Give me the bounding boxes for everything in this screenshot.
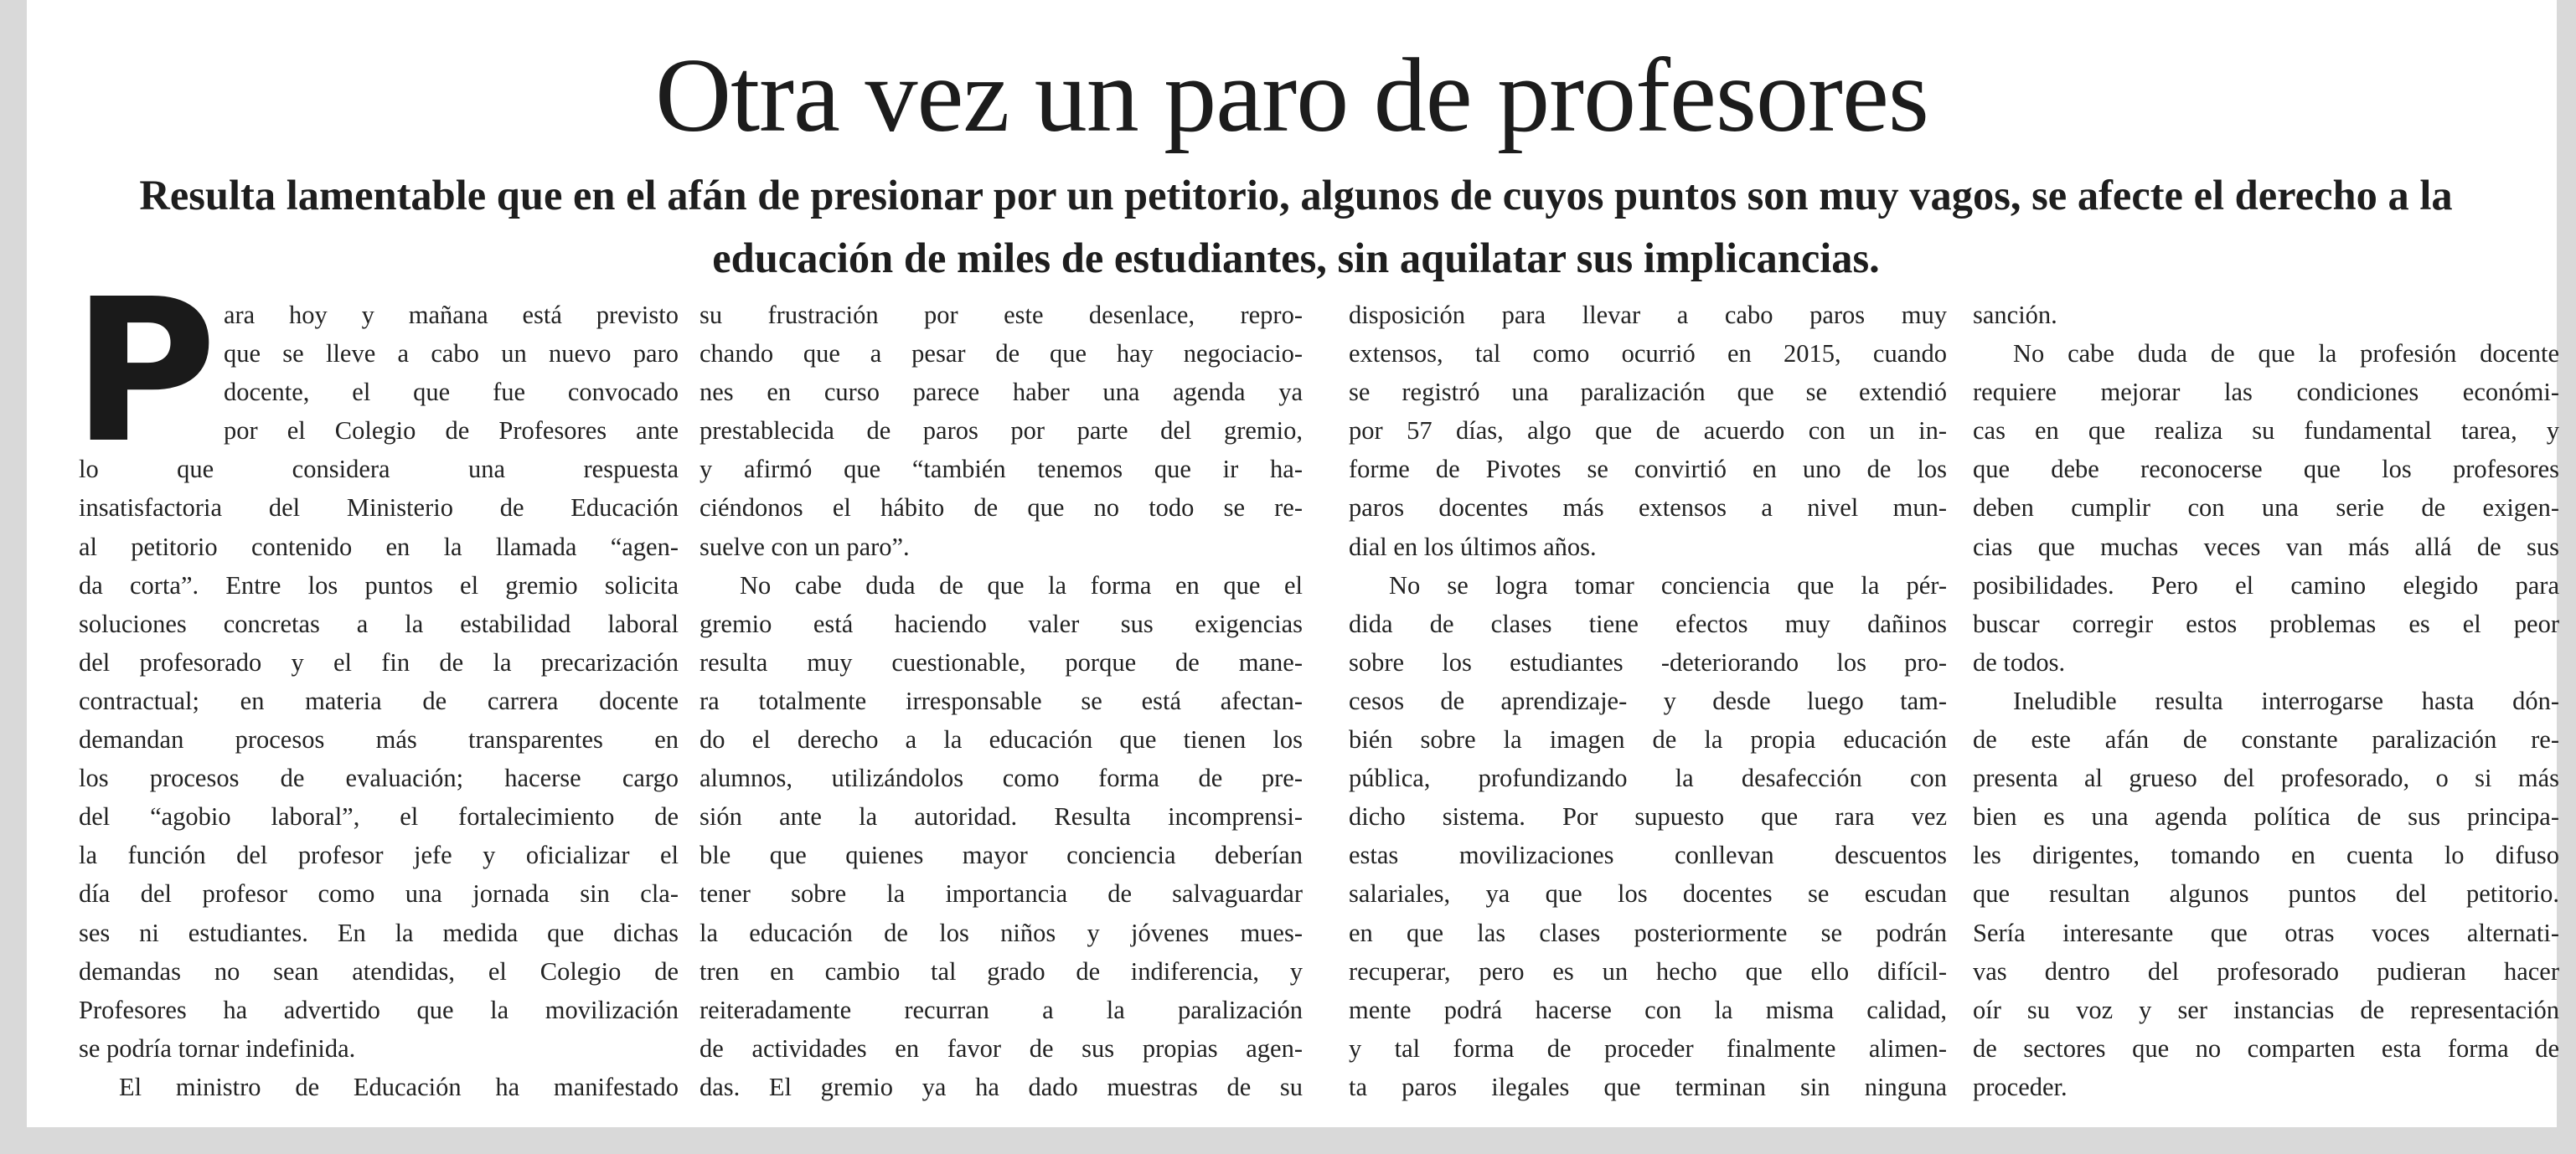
article-line: en que las clases posteriormente se podrán: [1349, 918, 1947, 947]
article-line: sobre los estudiantes -deteriorando los pro-: [1349, 647, 1947, 677]
article-line: dial en los últimos años.: [1349, 532, 1597, 561]
article-line: tren en cambio tal grado de indiferencia, y: [699, 956, 1303, 986]
article-line: demandan procesos más transparentes en: [79, 725, 679, 755]
article-line: se registró una paralización que se extendió: [1349, 378, 1947, 407]
article-line: contractual; en materia de carrera docente: [79, 686, 679, 715]
article-line: das. El gremio ya ha dado muestras de su: [699, 1072, 1303, 1101]
article-line: mente podrá hacerse con la misma calidad,: [1349, 995, 1947, 1024]
article-line: que se lleve a cabo un nuevo paro: [223, 339, 679, 368]
article-column-4: [1973, 296, 2559, 1106]
article-line: ble que quienes mayor conciencia deberían: [699, 841, 1303, 870]
article-line: requiere mejorar las condiciones económi-: [1973, 378, 2559, 407]
subheadline: Resulta lamentable que en el afán de presionar por un petitorio, algunos de cuyos puntos son muy vagos, se afecte el derecho a la educación de miles de estudiantes, sin aquilatar sus implicancias.: [139, 172, 2453, 281]
article-line: disposición para llevar a cabo paros muy: [1349, 301, 1947, 329]
article-line: insatisfactoria del Ministerio de Educación: [79, 493, 679, 523]
article-column-3: [1349, 296, 1947, 1106]
article-line: al petitorio contenido en la llamada “agen-: [79, 532, 679, 561]
article-line: cas en que realiza su fundamental tarea, y: [1973, 416, 2559, 446]
article-line: suelve con un paro”.: [699, 532, 910, 561]
article-line: de todos.: [1973, 647, 2066, 677]
article-line: ciéndonos el hábito de que no todo se re-: [699, 493, 1303, 523]
article-line: de actividades en favor de sus propias agen-: [699, 1033, 1303, 1063]
article-line: sanción.: [1973, 301, 2057, 329]
article-line: del “agobio laboral”, el fortalecimiento de: [79, 802, 679, 832]
article-line: bién sobre la imagen de la propia educación: [1349, 725, 1947, 755]
article-line: día del profesor como una jornada sin cla-: [79, 879, 679, 909]
article-line: tener sobre la importancia de salvaguardar: [699, 879, 1303, 909]
article-line: ses ni estudiantes. En la medida que dichas: [79, 918, 679, 947]
article-line: deben cumplir con una serie de exigen-: [1973, 493, 2559, 523]
article-line: do el derecho a la educación que tienen los: [699, 725, 1303, 755]
article-line: cias que muchas veces van más allá de sus: [1973, 532, 2559, 561]
article-line: No cabe duda de que la profesión docente: [2013, 339, 2559, 368]
article-line: reiteradamente recurran a la paralización: [699, 995, 1303, 1024]
article-line: alumnos, utilizándolos como forma de pre-: [699, 764, 1303, 793]
drop-cap: P: [72, 256, 217, 487]
headline: Otra vez un paro de profesores: [655, 38, 1928, 154]
article-line: les dirigentes, tomando en cuenta lo difuso: [1973, 841, 2559, 870]
article-line: estas movilizaciones conllevan descuentos: [1349, 841, 1947, 870]
article-line: por el Colegio de Profesores ante: [223, 416, 679, 446]
article-line: los procesos de evaluación; hacerse cargo: [79, 764, 679, 793]
article-line: posibilidades. Pero el camino elegido para: [1973, 570, 2559, 600]
article-line: la educación de los niños y jóvenes mues-: [699, 918, 1303, 947]
article-line: recuperar, pero es un hecho que ello difícil-: [1349, 956, 1947, 986]
article-line: resulta muy cuestionable, porque de mane-: [699, 647, 1303, 677]
article-line: la función del profesor jefe y oficializar el: [79, 841, 679, 870]
article-line: y afirmó que “también tenemos que ir ha-: [699, 455, 1303, 484]
article-column-1: [72, 256, 679, 1106]
article-line: cesos de aprendizaje- y desde luego tam-: [1349, 686, 1947, 715]
article-line: vas dentro del profesorado pudieran hacer: [1973, 956, 2559, 986]
article-line: gremio está haciendo valer sus exigencias: [699, 609, 1303, 638]
article-line: No se logra tomar conciencia que la pér-: [1389, 570, 1947, 600]
article-line: nes en curso parece haber una agenda ya: [699, 378, 1303, 407]
article-line: buscar corregir estos problemas es el peor: [1973, 609, 2559, 638]
article-line: chando que a pesar de que hay negociacio-: [699, 339, 1303, 368]
article-line: da corta”. Entre los puntos el gremio solicita: [79, 570, 679, 600]
article-line: que debe reconocerse que los profesores: [1973, 455, 2559, 484]
article-line: pública, profundizando la desafección con: [1349, 764, 1947, 793]
article-line: dicho sistema. Por supuesto que rara vez: [1349, 802, 1947, 832]
article-line: salariales, ya que los docentes se escudan: [1349, 879, 1947, 909]
article-line: que resultan algunos puntos del petitorio.: [1973, 879, 2559, 909]
article-line: proceder.: [1973, 1072, 2068, 1101]
article-line: ara hoy y mañana está previsto: [223, 301, 679, 329]
article-line: forme de Pivotes se convirtió en uno de los: [1349, 455, 1947, 484]
article-line: sión ante la autoridad. Resulta incomprensi-: [699, 802, 1303, 832]
newspaper-page: [27, 0, 2557, 1127]
article-line: Ineludible resulta interrogarse hasta dón-: [2013, 686, 2559, 715]
article-line: por 57 días, algo que de acuerdo con un in-: [1349, 416, 1947, 446]
article-line: soluciones concretas a la estabilidad laboral: [79, 609, 679, 638]
article-line: lo que considera una respuesta: [79, 455, 679, 484]
article-column-2: [699, 296, 1303, 1106]
article-line: paros docentes más extensos a nivel mun-: [1349, 493, 1947, 523]
article-line: su frustración por este desenlace, repro-: [699, 301, 1303, 329]
article-line: de este afán de constante paralización re-: [1973, 725, 2559, 755]
article-line: del profesorado y el fin de la precarización: [79, 647, 679, 677]
article-line: docente, el que fue convocado: [223, 378, 679, 407]
article-line: de sectores que no comparten esta forma de: [1973, 1033, 2559, 1063]
article-line: extensos, tal como ocurrió en 2015, cuando: [1349, 339, 1947, 368]
article-line: ta paros ilegales que terminan sin ninguna: [1349, 1072, 1947, 1101]
article-line: oír su voz y ser instancias de representación: [1973, 995, 2559, 1024]
article-line: y tal forma de proceder finalmente alimen-: [1349, 1033, 1947, 1063]
article-line: ra totalmente irresponsable se está afectan-: [699, 686, 1303, 715]
article-line: bien es una agenda política de sus principa-: [1973, 802, 2559, 832]
article-line: Sería interesante que otras voces alternati-: [1973, 918, 2559, 947]
article-line: El ministro de Educación ha manifestado: [119, 1072, 679, 1101]
article-line: No cabe duda de que la forma en que el: [740, 570, 1303, 600]
article-line: Profesores ha advertido que la movilización: [79, 995, 679, 1024]
article-line: se podría tornar indefinida.: [79, 1033, 356, 1063]
article-line: prestablecida de paros por parte del gremio,: [699, 416, 1303, 446]
article-line: dida de clases tiene efectos muy dañinos: [1349, 609, 1947, 638]
article-line: demandas no sean atendidas, el Colegio de: [79, 956, 679, 986]
article-line: presenta al grueso del profesorado, o si más: [1973, 764, 2559, 793]
